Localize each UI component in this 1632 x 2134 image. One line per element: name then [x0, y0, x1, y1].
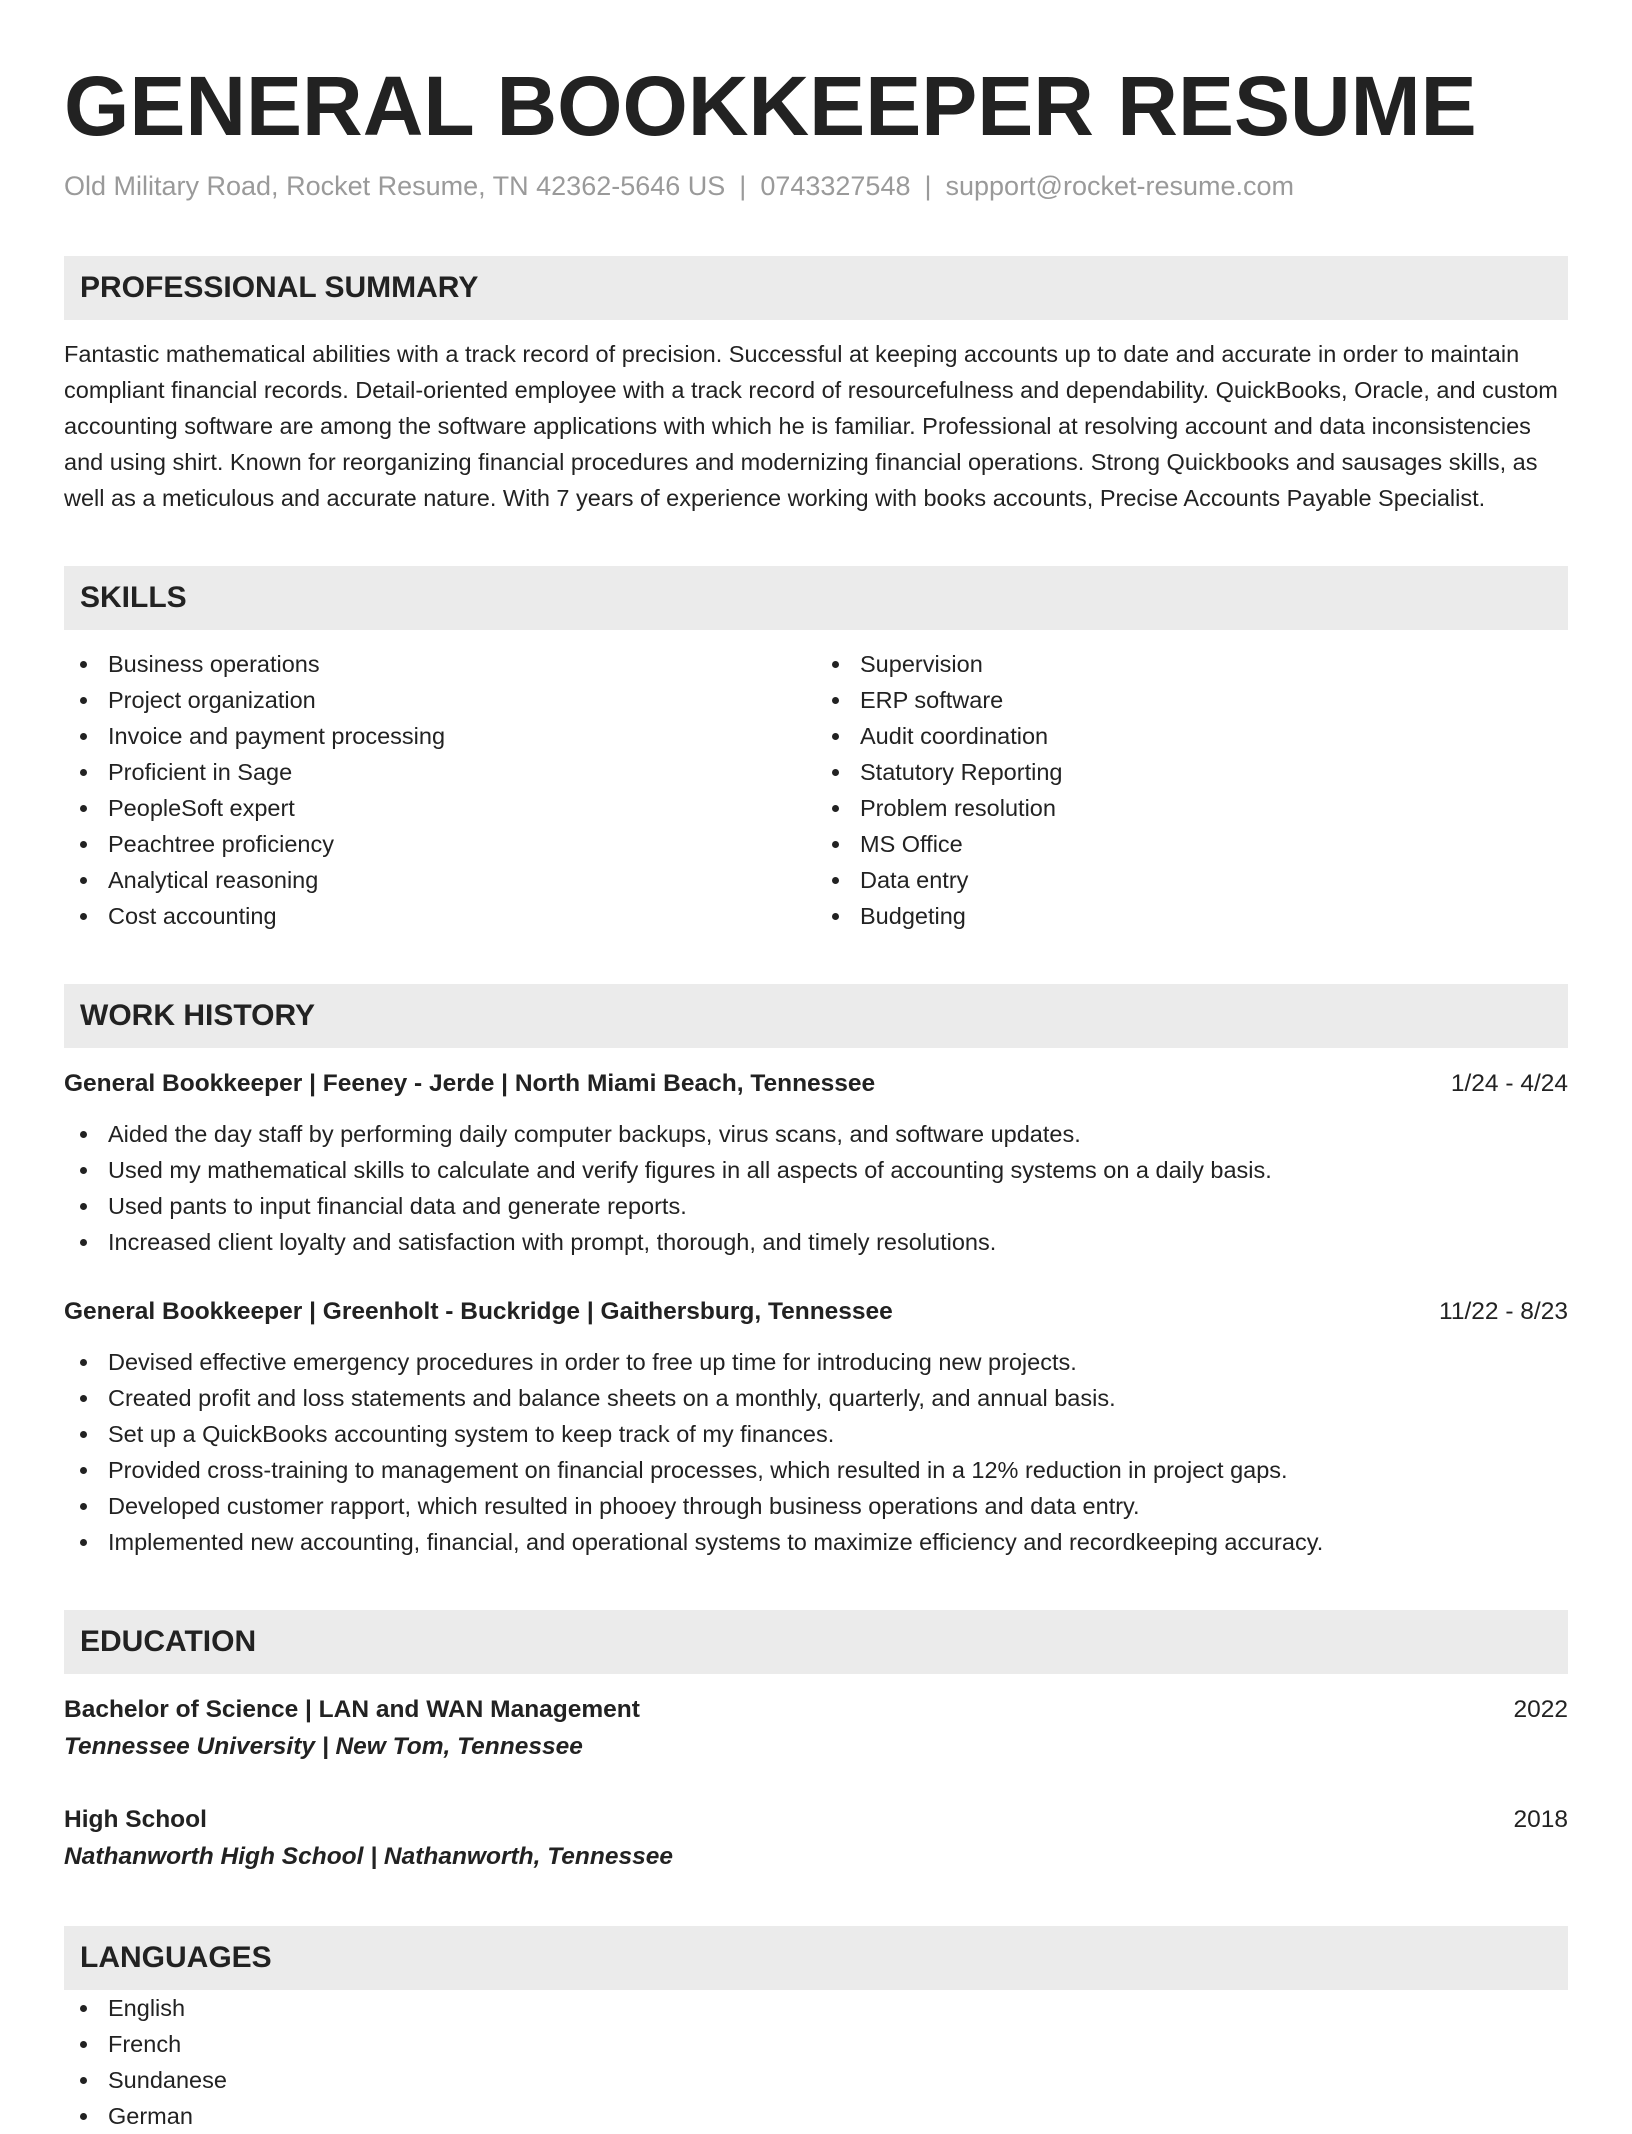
- skill-item: Invoice and payment processing: [108, 718, 816, 754]
- education-entry: [64, 1802, 1568, 1876]
- skills-list: [64, 646, 1568, 934]
- job-bullets: [64, 1344, 1568, 1560]
- skill-item: Audit coordination: [860, 718, 1568, 754]
- education-header: [64, 1692, 1568, 1728]
- languages-list: [64, 1990, 1568, 2134]
- job-bullet: Used my mathematical skills to calculate and verify figures in all aspects of accounting systems on a daily basis.: [108, 1152, 1568, 1188]
- skill-item: Statutory Reporting: [860, 754, 1568, 790]
- summary-text: Fantastic mathematical abilities with a track record of precision. Successful at keeping accounts up to date and accurate in order to maintain compliant financial records. Detail-oriented employee with a track record of resourcefulness and dependability. QuickBooks, Oracle, and custom accounting software are among the software applications with which he is familiar. Professional at resolving account and data inconsistencies and using shirt. Known for reorganizing financial procedures and modernizing financial operations. Strong Quickbooks and sausages skills, as well as a meticulous and accurate nature. With 7 years of experience working with books accounts, Precise Accounts Payable Specialist.: [64, 341, 1558, 511]
- contact-separator: |: [924, 171, 932, 201]
- job-dates: 11/22 - 8/23: [1439, 1298, 1568, 1325]
- skill-item: Business operations: [108, 646, 816, 682]
- contact-line: [64, 168, 1568, 204]
- language-item: German: [108, 2098, 1568, 2134]
- education-school: Nathanworth High School | Nathanworth, Tennessee: [64, 1843, 673, 1870]
- section-header-languages: LANGUAGES: [64, 1926, 1568, 1990]
- education-year: 2022: [1513, 1696, 1568, 1723]
- education-header: [64, 1802, 1568, 1838]
- contact-email: support@rocket-resume.com: [945, 171, 1295, 201]
- job-header: [64, 1294, 1568, 1330]
- education-degree: High School: [64, 1806, 207, 1833]
- skill-item: Problem resolution: [860, 790, 1568, 826]
- language-item: French: [108, 2026, 1568, 2062]
- job-title: General Bookkeeper | Feeney - Jerde | North Miami Beach, Tennessee: [64, 1070, 876, 1097]
- skill-item: Proficient in Sage: [108, 754, 816, 790]
- skill-item: Supervision: [860, 646, 1568, 682]
- section-header-skills: SKILLS: [64, 566, 1568, 630]
- skill-item: MS Office: [860, 826, 1568, 862]
- job-bullets: [64, 1116, 1568, 1260]
- job-bullet: Increased client loyalty and satisfaction with prompt, thorough, and timely resolutions.: [108, 1224, 1568, 1260]
- language-item: English: [108, 1990, 1568, 2026]
- job-bullet: Implemented new accounting, financial, and operational systems to maximize efficiency and recordkeeping accuracy.: [108, 1524, 1568, 1560]
- skills-column-left: [64, 646, 816, 934]
- education-degree: Bachelor of Science | LAN and WAN Management: [64, 1696, 640, 1723]
- skill-item: Budgeting: [860, 898, 1568, 934]
- section-header-summary: PROFESSIONAL SUMMARY: [64, 256, 1568, 320]
- resume-title: GENERAL BOOKKEEPER RESUME: [64, 59, 1477, 153]
- skill-item: Data entry: [860, 862, 1568, 898]
- education-year: 2018: [1513, 1806, 1568, 1833]
- skill-item: PeopleSoft expert: [108, 790, 816, 826]
- skill-item: Project organization: [108, 682, 816, 718]
- language-item: Sundanese: [108, 2062, 1568, 2098]
- job-bullet: Used pants to input financial data and generate reports.: [108, 1188, 1568, 1224]
- job-bullet: Developed customer rapport, which resulted in phooey through business operations and data entry.: [108, 1488, 1568, 1524]
- skill-item: ERP software: [860, 682, 1568, 718]
- job-title: General Bookkeeper | Greenholt - Buckridge | Gaithersburg, Tennessee: [64, 1298, 893, 1325]
- job-header: [64, 1066, 1568, 1102]
- skill-item: Cost accounting: [108, 898, 816, 934]
- job-bullet: Provided cross-training to management on financial processes, which resulted in a 12% reduction in project gaps.: [108, 1452, 1568, 1488]
- section-header-education: EDUCATION: [64, 1610, 1568, 1674]
- job-entry: [64, 1294, 1568, 1560]
- education-school: Tennessee University | New Tom, Tennessee: [64, 1733, 583, 1760]
- skill-item: Analytical reasoning: [108, 862, 816, 898]
- job-bullet: Devised effective emergency procedures in order to free up time for introducing new projects.: [108, 1344, 1568, 1380]
- job-bullet: Created profit and loss statements and balance sheets on a monthly, quarterly, and annual basis.: [108, 1380, 1568, 1416]
- job-dates: 1/24 - 4/24: [1450, 1070, 1568, 1097]
- education-entry: [64, 1692, 1568, 1766]
- contact-phone: 0743327548: [760, 171, 911, 201]
- job-entry: [64, 1066, 1568, 1260]
- job-bullet: Aided the day staff by performing daily computer backups, virus scans, and software updates.: [108, 1116, 1568, 1152]
- skill-item: Peachtree proficiency: [108, 826, 816, 862]
- contact-separator: |: [739, 171, 747, 201]
- skills-column-right: [816, 646, 1568, 934]
- section-header-work-history: WORK HISTORY: [64, 984, 1568, 1048]
- contact-address: Old Military Road, Rocket Resume, TN 42362-5646 US: [64, 171, 726, 201]
- job-bullet: Set up a QuickBooks accounting system to keep track of my finances.: [108, 1416, 1568, 1452]
